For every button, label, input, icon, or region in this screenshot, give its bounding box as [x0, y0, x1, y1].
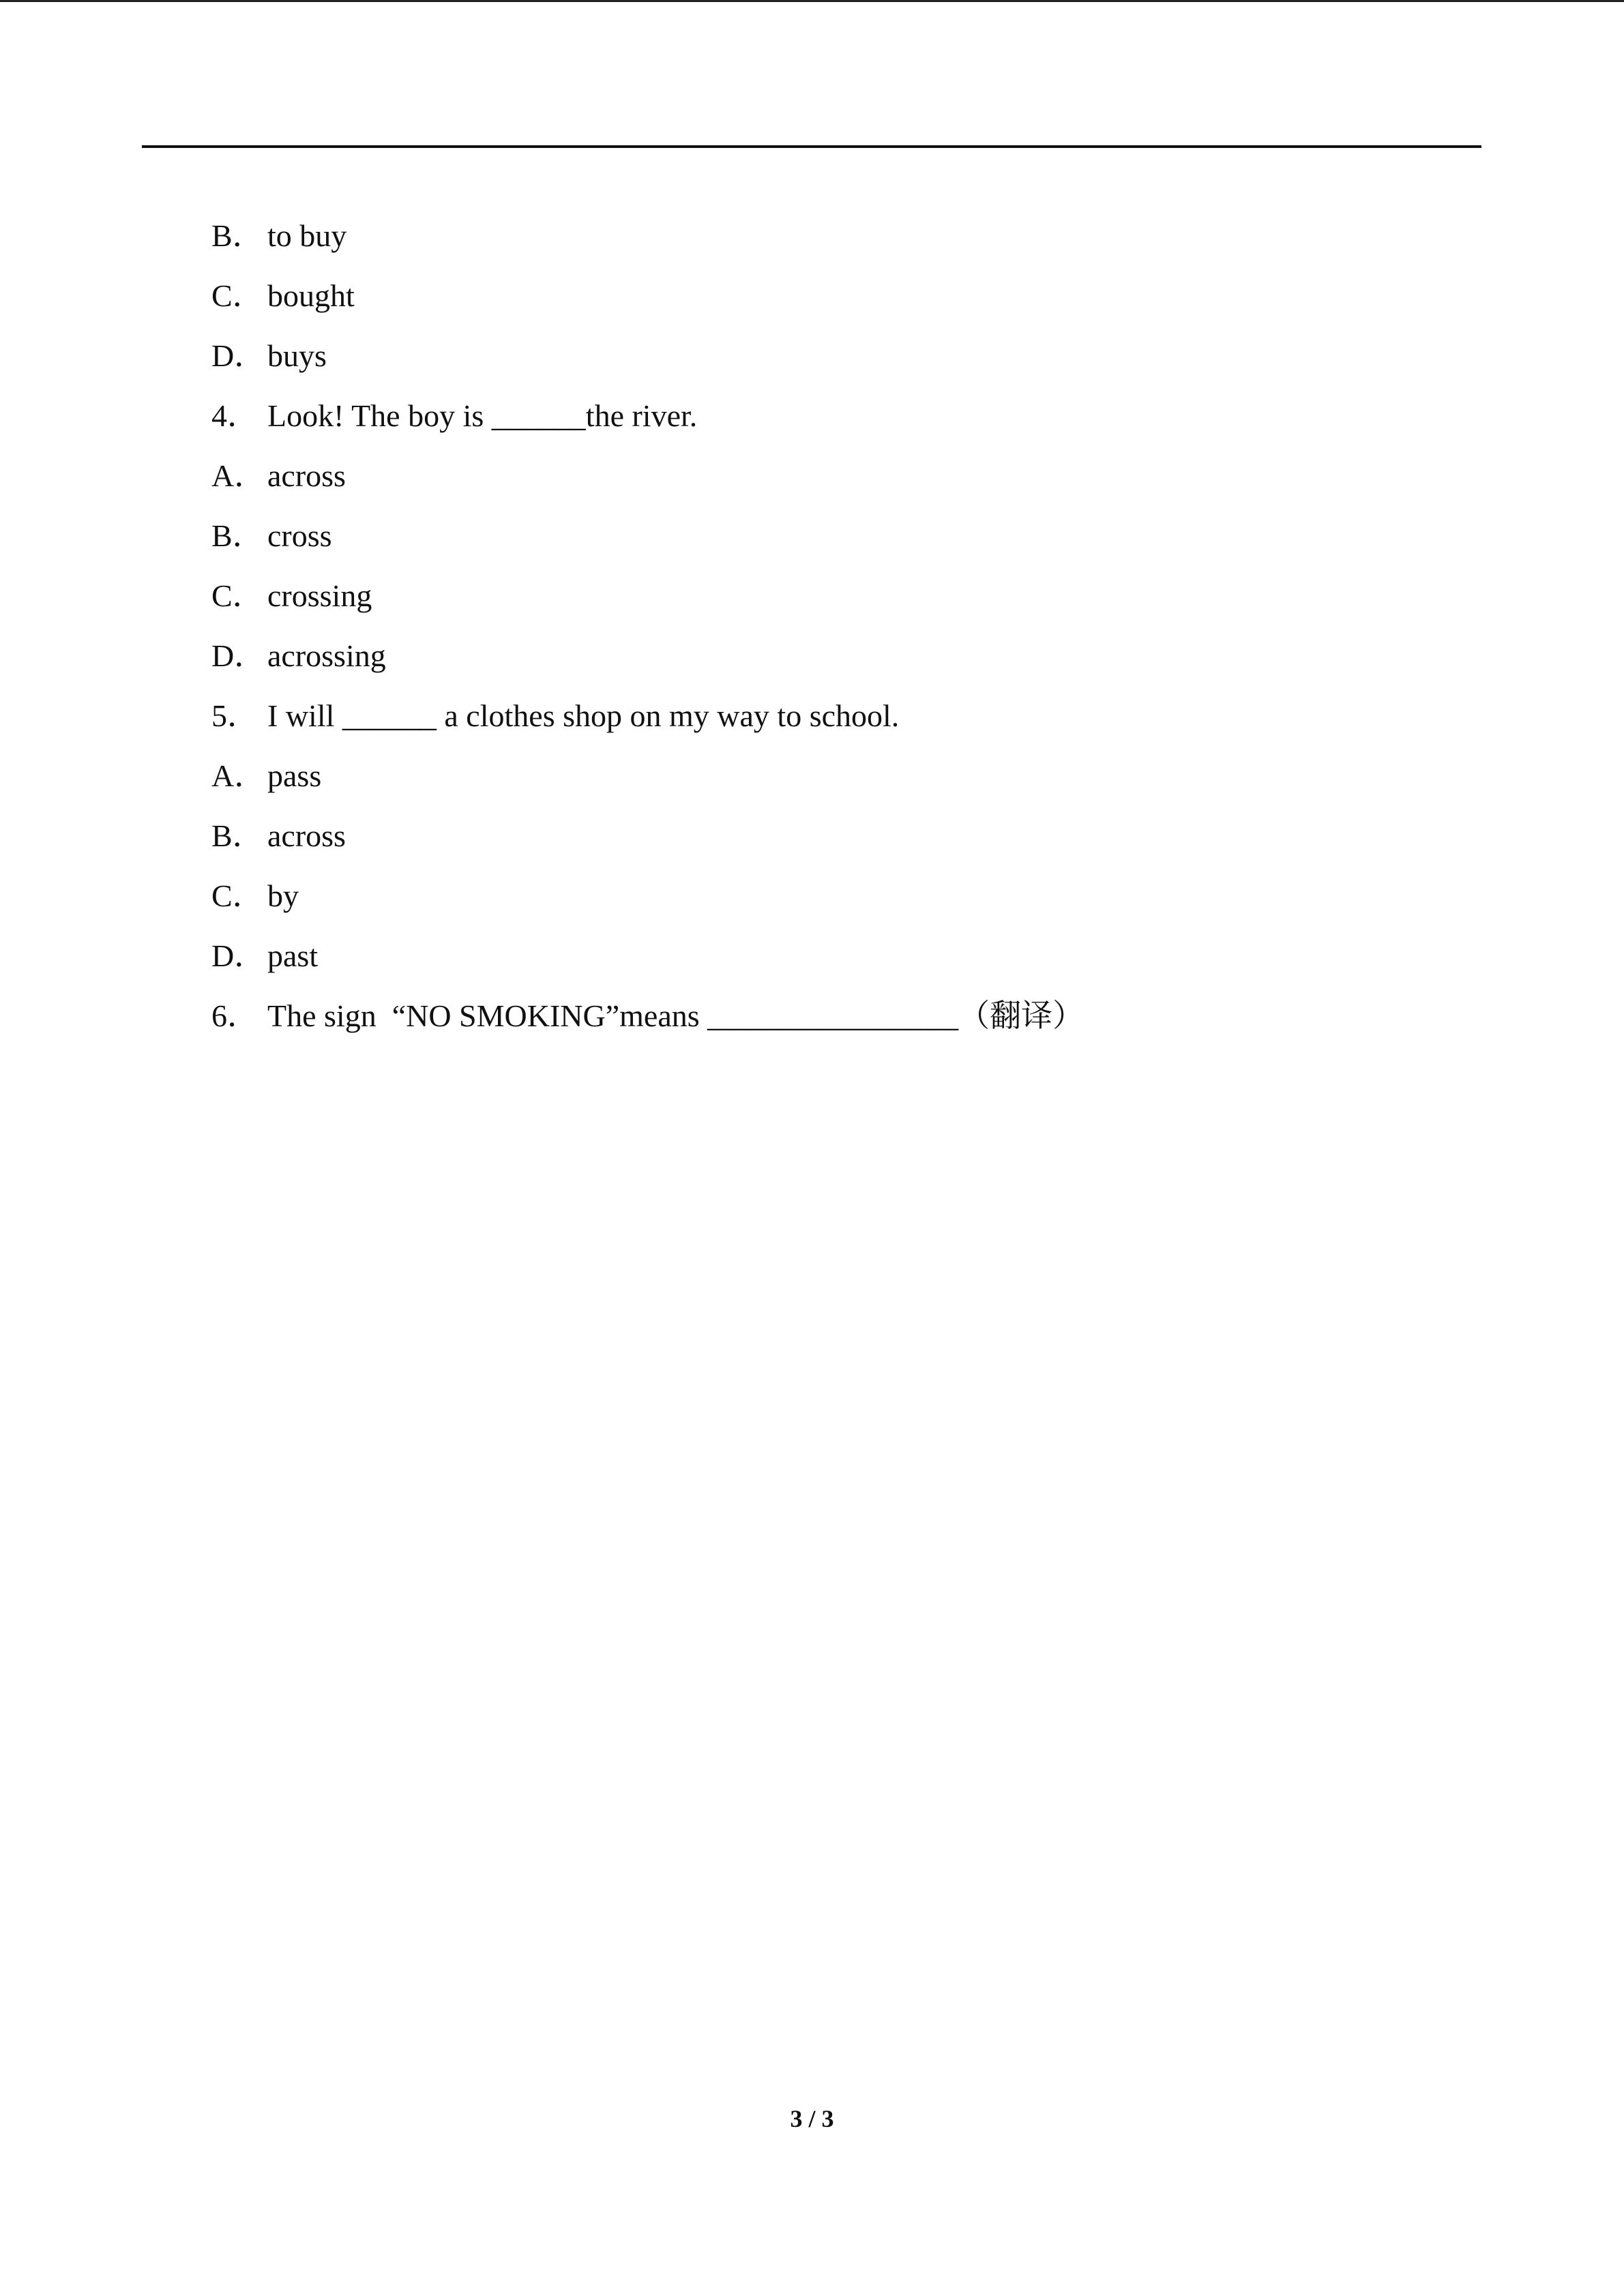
question-number: 5．	[211, 698, 259, 733]
option-text: bought	[267, 278, 355, 313]
option-b-q3	[211, 206, 1480, 266]
option-d-q3	[211, 326, 1480, 386]
option-text: across	[267, 818, 346, 853]
option-text: acrossing	[267, 638, 386, 673]
option-c-q5	[211, 866, 1480, 926]
question-6	[211, 986, 1480, 1046]
option-label: D．	[211, 338, 266, 373]
question-text: The sign “NO SMOKING”means ________________（翻译）	[267, 998, 1084, 1033]
option-label: C．	[211, 578, 264, 613]
option-label: B．	[211, 218, 264, 253]
option-label: A．	[211, 458, 266, 493]
option-label: B．	[211, 518, 264, 553]
option-text: pass	[267, 758, 322, 793]
question-number: 4．	[211, 398, 259, 433]
question-text: Look! The boy is ______the river.	[267, 398, 698, 433]
page-number: 3 / 3	[790, 2105, 834, 2132]
option-b-q5	[211, 806, 1480, 866]
option-label: C．	[211, 278, 264, 313]
option-label: D．	[211, 638, 266, 673]
option-text: buys	[267, 338, 327, 373]
option-label: D．	[211, 938, 266, 973]
option-label: C．	[211, 878, 264, 913]
option-text: crossing	[267, 578, 372, 613]
question-4	[211, 386, 1480, 446]
option-a-q4	[211, 446, 1480, 506]
option-d-q5	[211, 926, 1480, 986]
question-5	[211, 686, 1480, 746]
option-c-q4	[211, 566, 1480, 626]
question-number: 6．	[211, 998, 259, 1033]
page-border	[0, 0, 1624, 2]
option-b-q4	[211, 506, 1480, 566]
question-list	[211, 206, 1480, 1046]
header-rule	[142, 145, 1481, 148]
option-c-q3	[211, 266, 1480, 326]
option-label: A．	[211, 758, 266, 793]
option-text: to buy	[267, 218, 347, 253]
option-text: across	[267, 458, 346, 493]
option-a-q5	[211, 746, 1480, 806]
question-text: I will ______ a clothes shop on my way to school.	[267, 698, 900, 733]
option-label: B．	[211, 818, 264, 853]
option-d-q4	[211, 626, 1480, 686]
option-text: cross	[267, 518, 332, 553]
option-text: past	[267, 938, 319, 973]
option-text: by	[267, 878, 299, 913]
